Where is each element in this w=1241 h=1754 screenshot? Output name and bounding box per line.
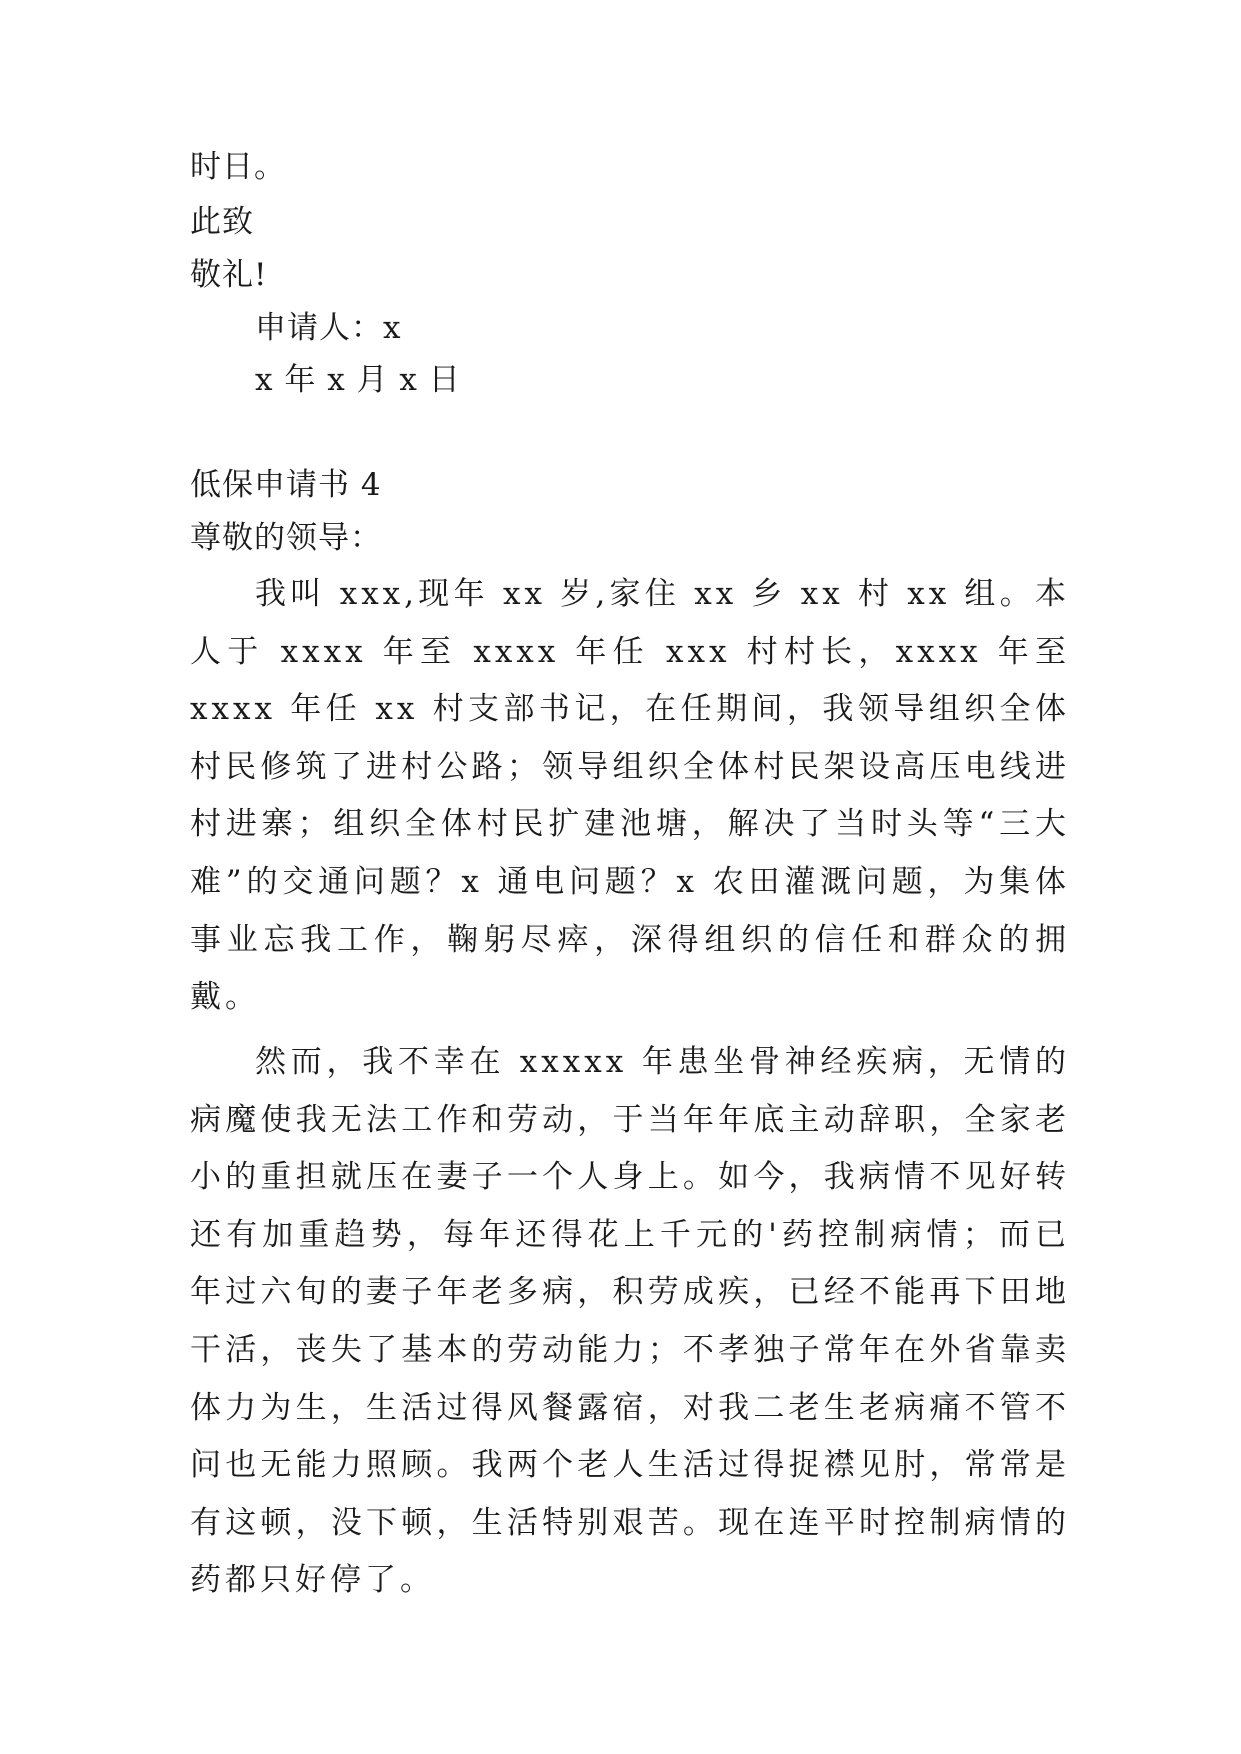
salutation-line-2: 敬礼! <box>190 257 268 293</box>
greeting: 尊敬的领导： <box>190 520 382 556</box>
body-paragraph-2: 然而，我不幸在 xxxxx 年患坐骨神经疾病，无情的病魔使我无法工作和劳动，于当年年底主动辞职，全家老小的重担就压在妻子一个人身上。如今，我病情不见好转还有加重趋势，每年还得花上千元的'药控制病情；而已年过六旬的妻子年老多病，积劳成疾，已经不能再下田地干活，丧失了基本的劳动能力；不孝独子常年在外省靠卖体力为生，生活过得风餐露宿，对我二老生老病痛不管不问也无能力照顾。我两个老人生活过得捉襟见肘，常常是有这顿，没下顿，生活特别艰苦。现在连平时控制病情的药都只好停了。 <box>190 1044 1070 1599</box>
applicant-signature: 申请人：x <box>255 310 402 346</box>
section-title: 低保申请书 4 <box>190 467 382 503</box>
salutation-line-1: 此致 <box>190 204 254 240</box>
signature-date: x 年 x 月 x 日 <box>255 362 461 398</box>
closing-tail-text: 时日。 <box>190 149 286 185</box>
body-paragraph-1: 我叫 xxx,现年 xx 岁,家住 xx 乡 xx 村 xx 组。本人于 xxxx 年至 xxxx 年任 xxx 村村长，xxxx 年至 xxxx 年任 xx 村支部书记，在任期间，我领导组织全体村民修筑了进村公路；领导组织全体村民架设高压电线进村进寨；组织全体村民扩建池塘，解决了当时头等“三大难”的交通问题？x 通电问题？x 农田灌溉问题，为集体事业忘我工作，鞠躬尽瘁，深得组织的信任和群众的拥戴。 <box>190 576 1070 1016</box>
